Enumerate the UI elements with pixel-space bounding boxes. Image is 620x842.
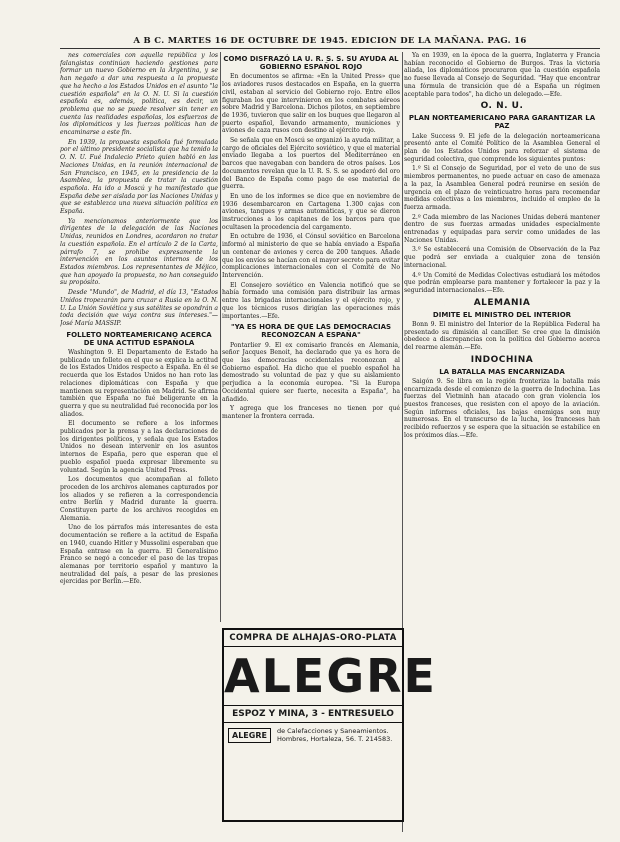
column-right bbox=[404, 52, 600, 832]
headline: DIMITE EL MINISTRO DEL INTERIOR bbox=[432, 310, 572, 319]
article-paragraph: Lake Success 9. El jefe de la delegación norteamericana presentó ante el Comité Político de la Asamblea General el plan de los Estados Unidos para reforzar el sistema de seguridad colectiva, que comprende los siguientes puntos: bbox=[404, 132, 600, 163]
ad-address: ESPOZ Y MINA, 3 - ENTRESUELO bbox=[224, 705, 402, 723]
headline: FOLLETO NORTEAMERICANO ACERCA DE UNA ACTITUD ESPAÑOLA bbox=[66, 330, 212, 347]
article-paragraph: Se señala que en Moscú se organizó la ayuda militar, a cargo de oficiales del Ejército soviético, y que el material enviado llegaba a los puertos del Mediterráneo en barcos que navegaban con bandera de otros países. Los documentos revelan que la U. R. S. S. se apoderó del oro del Banco de España como pago de ese material de guerra. bbox=[222, 137, 400, 191]
article-paragraph: En octubre de 1936, el Cónsul soviético en Barcelona informó al ministerio de que se había enviado a España un centenar de aviones y cerca de 200 tanques. Añade que los envíos se hacían con el mayor secreto para evitar complicaciones internacionales con el Comité de No Intervención. bbox=[222, 233, 400, 279]
ad-detail-line: de Calefacciones y Saneamientos. bbox=[276, 727, 389, 735]
ad-footer bbox=[224, 723, 402, 747]
article-paragraph: Ya en 1939, en la época de la guerra, Inglaterra y Francia habían reconocido el Gobierno de Burgos. Tras la victoria aliada, los diplomáticos procuraron que la cuestión española no fuese llevada al Consejo de Seguridad. "Hay que encontrar una fórmula de transición que dé a España un régimen aceptable para todos", ha dicho un delegado.—Efe. bbox=[404, 52, 600, 98]
page-header: A B C. MARTES 16 DE OCTUBRE DE 1945. EDICION DE LA MAÑANA. PAG. 16 bbox=[60, 36, 600, 49]
section-title: ALEMANIA bbox=[473, 297, 531, 308]
article-paragraph: nes comerciales con aquella república y los falangistas continúan haciendo gestiones para formar un nuevo Gobierno en la Argentina, y se han negado a dar una respuesta a la propuesta que ha hecho a los Estados Unidos en el asunto "la cuestión española" en la O. N. U. Si la cuestión española es, además, política, es decir, un problema que no se puede resolver sin tener en cuenta las realidades españolas, los esfuerzos de los diplomáticos y las fuerzas políticas han de encaminarse a este fin. bbox=[60, 52, 218, 137]
article-paragraph: Desde "Mundo", de Madrid, el día 13, "Estados Unidos tropezarán para cruzar a Rusia en la O. N. U. La Unión Soviética y sus satélites se opondrán a toda decisión que vaya contra sus intereses."—José María MASSIP. bbox=[60, 289, 218, 327]
ad-details bbox=[271, 727, 392, 743]
article-paragraph: En documentos se afirma: «En la United Press» que los aviadores rusos destacados en España, en la guerra civil, estaban al servicio del Gobierno rojo. Entre ellos figuraban los que intervinieron en los combates aéreos sobre Madrid y Barcelona. Dichos pilotos, en septiembre de 1936, tuvieron que salir en los buques que llegaron al puerto español, llevando armamento, municiones y aviones de caza rusos con destino al ejército rojo. bbox=[222, 73, 400, 135]
article-paragraph: Saigón 9. Se libra en la región fronteriza la batalla más encarnizada desde el comienzo de la guerra de Indochina. Las fuerzas del Vietminh han atacado con gran violencia los puestos franceses, que resisten con el apoyo de la aviación. Según informes oficiales, las bajas enemigas son muy numerosas. En el transcurso de la lucha, los franceses han recibido refuerzos y se espera que la situación se estabilice en los próximos días.—Efe. bbox=[404, 377, 600, 439]
ad-brand: ALEGRE bbox=[224, 649, 437, 703]
headline: LA BATALLA MAS ENCARNIZADA bbox=[439, 367, 565, 376]
article-paragraph: En 1939, la propuesta española fué formulada por el último presidente socialista que ha tenido la O. N. U. Fué Indalecio Prieto quien habló en las Naciones Unidas, en la reunión internacional de San Francisco, en 1945, en la presidencia de la Asamblea, la propuesta de tratar la cuestión española. Ha ido a Moscú y ha manifestado que España debe ser aislada por las Naciones Unidas y que se establezca una nueva situación política en España. bbox=[60, 138, 218, 216]
column-rule bbox=[220, 52, 221, 622]
article-paragraph: Bonn 9. El ministro del Interior de la República Federal ha presentado su dimisión al canciller. Se cree que la dimisión obedece a discrepancias con la política del Gobierno acerca del rearme alemán.—Efe. bbox=[404, 320, 600, 351]
ad-tagline: COMPRA DE ALHAJAS-ORO-PLATA bbox=[224, 630, 402, 647]
advertisement bbox=[222, 628, 437, 822]
column-left bbox=[60, 52, 218, 832]
article-paragraph: Uno de los párrafos más interesantes de esta documentación se refiere a la actitud de España en 1940, cuando Hitler y Mussolini esperaban que España entrase en la guerra. El Generalísimo Franco se negó a conceder el paso de las tropas alemanas por territorio español y mantuvo la neutralidad del país, a pesar de las presiones ejercidas por Berlín.—Efe. bbox=[60, 524, 218, 586]
article-paragraph: Ya mencionamos anteriormente que los dirigentes de la delegación de las Naciones Unidas, reunidos en Londres, acordaron no tratar la cuestión española. En el artículo 2 de la Carta, párrafo 7, se prohibe expresamente la intervención en los asuntos internos de los Estados miembros. Los representantes de Méjico, que han apoyado la propuesta, no han conseguido su propósito. bbox=[60, 217, 218, 287]
article-paragraph: 4.º Un Comité de Medidas Colectivas estudiará los métodos que podrán emplearse para mantener y fortalecer la paz y la seguridad internacionales.—Efe. bbox=[404, 271, 600, 294]
headline: PLAN NORTEAMERICANO PARA GARANTIZAR LA PAZ bbox=[408, 114, 596, 131]
article-paragraph: Y agrega que los franceses no tienen por qué mantener la frontera cerrada. bbox=[222, 405, 400, 420]
ad-detail-line: Hombres, Hortaleza, 56. T. 214583. bbox=[276, 735, 393, 743]
article-paragraph: 3.º Se establecerá una Comisión de Observación de la Paz que podrá ser enviada a cualquier zona de tensión internacional. bbox=[404, 246, 600, 269]
section-title: O. N. U. bbox=[480, 101, 524, 112]
article-paragraph: Los documentos que acompañan al folleto proceden de los archivos alemanes capturados por los aliados y se refieren a la correspondencia entre Berlín y Madrid durante la guerra. Constituyen parte de los archivos recogidos en Alemania. bbox=[60, 476, 218, 522]
ad-logo: ALEGRE bbox=[228, 728, 271, 743]
article-paragraph: En uno de los informes se dice que en noviembre de 1936 desembarcaron en Cartagena 1.300 cajas con aviones, tanques y armas automáticas, y que se dieron instrucciones a los capitanes de los barcos para que ocultasen la procedencia del cargamento. bbox=[222, 192, 400, 231]
section-title: INDOCHINA bbox=[470, 354, 534, 365]
article-paragraph: 2.º Cada miembro de las Naciones Unidas deberá mantener dentro de sus fuerzas armadas unidades especialmente entrenadas y equipadas para servir como unidades de las Naciones Unidas. bbox=[404, 213, 600, 244]
article-paragraph: Pontarlier 9. El ex comisario francés en Alemania, señor Jacques Benoit, ha declarado que ya es hora de que las democracias occidentales reconozcan al Gobierno español. Ha dicho que el pueblo español ha demostrado su voluntad de paz y que su aislamiento perjudica a la economía europea. "Si la Europa Occidental quiere ser fuerte, necesita a España", ha añadido. bbox=[222, 341, 400, 403]
article-paragraph: El documento se refiere a los informes publicados por la prensa y a las declaraciones de los dirigentes políticos, y señala que los Estados Unidos no desean intervenir en los asuntos internos de España, pero que esperan que el pueblo español pueda expresar libremente su voluntad. Según la agencia United Press. bbox=[60, 420, 218, 474]
article-paragraph: Washington 9. El Departamento de Estado ha publicado un folleto en el que se explica la actitud de los Estados Unidos respecto a España. En él se recuerda que los Estados Unidos no han roto las relaciones diplomáticas con España y que mantienen su representación en Madrid. Se afirma también que España no fué beligerante en la guerra y que su neutralidad fué reconocida por los aliados. bbox=[60, 349, 218, 418]
headline: COMO DISFRAZÓ LA U. R. S. S. SU AYUDA AL GOBIERNO ESPAÑOL ROJO bbox=[223, 55, 399, 72]
headline: "YA ES HORA DE QUE LAS DEMOCRACIAS RECONOZCAN A ESPAÑA" bbox=[230, 323, 392, 340]
article-paragraph: El Consejero soviético en Valencia notificó que se había formado una comisión para distribuir las armas entre las brigadas internacionales y el ejército rojo, y que los técnicos rusos dirigían las operaciones más importantes.—Efe. bbox=[222, 281, 400, 320]
column-middle bbox=[222, 52, 400, 622]
article-paragraph: 1.º Si el Consejo de Seguridad, por el veto de uno de sus miembros permanentes, no puede actuar en caso de amenaza a la paz, la Asamblea General podrá reunirse en sesión de urgencia en el plazo de veinticuatro horas para recomendar medidas colectivas a los miembros, incluido el empleo de la fuerza armada. bbox=[404, 165, 600, 211]
